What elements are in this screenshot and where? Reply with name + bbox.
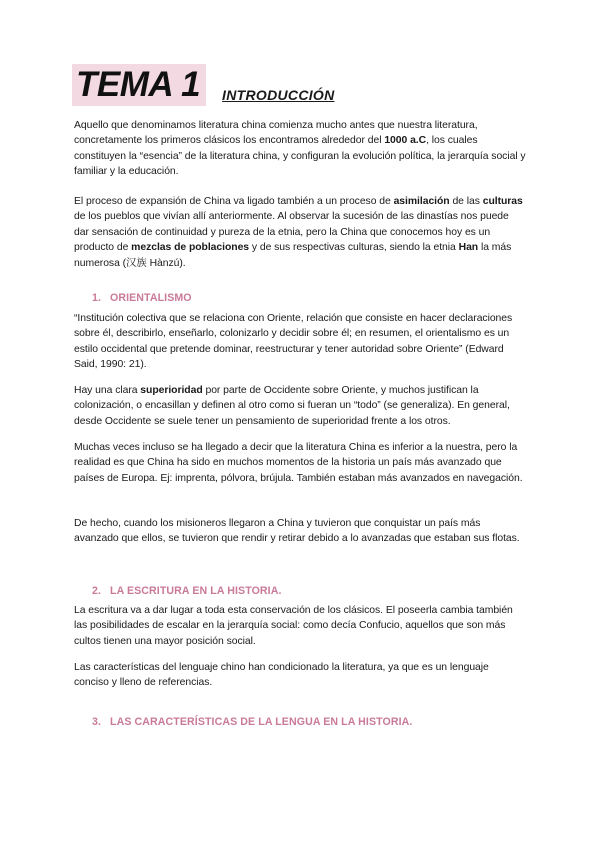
section1-paragraph-3: Muchas veces incluso se ha llegado a decir que la literatura China es inferior a la nuestra, pero la realidad es que China ha sido en muchos momentos de la historia un país más avanzado que países de Europa. Ej: imprenta, pólvora, brújula. También estaban más avanzados en navegación.: [74, 442, 523, 484]
section-heading-2: 2. LA ESCRITURA EN LA HISTORIA.: [92, 585, 282, 597]
intro-paragraph-2: El proceso de expansión de China va ligado también a un proceso de asimilación de las culturas de los pueblos que vivían allí anteriormente. Al observar la sucesión de las dinastías nos puede dar sensación de continuidad y pureza de la etnia, pero la China que conocemos hoy es un producto de mezclas de poblaciones y de sus respectivas culturas, siendo la etnia Han la más numerosa (汉族 Hànzú).: [74, 196, 523, 269]
section1-paragraph-4: De hecho, cuando los misioneros llegaron a China y tuvieron que conquistar un país más avanzado que ellos, se tuvieron que rendir y retirar debido a lo avanzadas que estaban sus flotas.: [74, 518, 520, 545]
section2-paragraph-2: Las características del lenguaje chino han condicionado la literatura, ya que es un lenguaje conciso y lleno de referencias.: [74, 662, 489, 689]
intro-paragraph-1: Aquello que denominamos literatura china comienza mucho antes que nuestra literatura, concretamente los primeros clásicos los encontramos alrededor del 1000 a.C, los cuales constituyen la “esencia” de la literatura china, y configuran la evolución política, la jerarquía social y familiar y la educación.: [74, 120, 526, 178]
section-heading-1: 1. ORIENTALISMO: [92, 292, 192, 304]
chapter-subtitle: INTRODUCCIÓN: [222, 87, 335, 103]
chapter-title: TEMA 1: [72, 64, 206, 106]
section2-paragraph-1: La escritura va a dar lugar a toda esta conservación de los clásicos. El poseerla cambia también las posibilidades de escalar en la jerarquía social: como decía Confucio, aquellos que son más cultos tienen una mayor posición social.: [74, 605, 513, 647]
bold-date: 1000 a.C: [384, 135, 427, 147]
section-heading-3: 3. LAS CARACTERÍSTICAS DE LA LENGUA EN LA HISTORIA.: [92, 716, 413, 728]
title-row: [72, 64, 335, 106]
section1-paragraph-2: Hay una clara superioridad por parte de Occidente sobre Oriente, y muchos justifican la colonización, o encasillan y definen al otro como si fueran un “todo” (se generaliza). En general, desde Occidente se suele tener un pensamiento de superioridad frente a los otros.: [74, 385, 510, 427]
section1-paragraph-1: “Institución colectiva que se relaciona con Oriente, relación que consiste en hacer declaraciones sobre él, describirlo, enseñarlo, colonizarlo y decidir sobre él; en resumen, el orientalismo es un estilo occidental que pretende dominar, reestructurar y tener autoridad sobre Oriente” (Edward Said, 1990: 21).: [74, 313, 513, 371]
